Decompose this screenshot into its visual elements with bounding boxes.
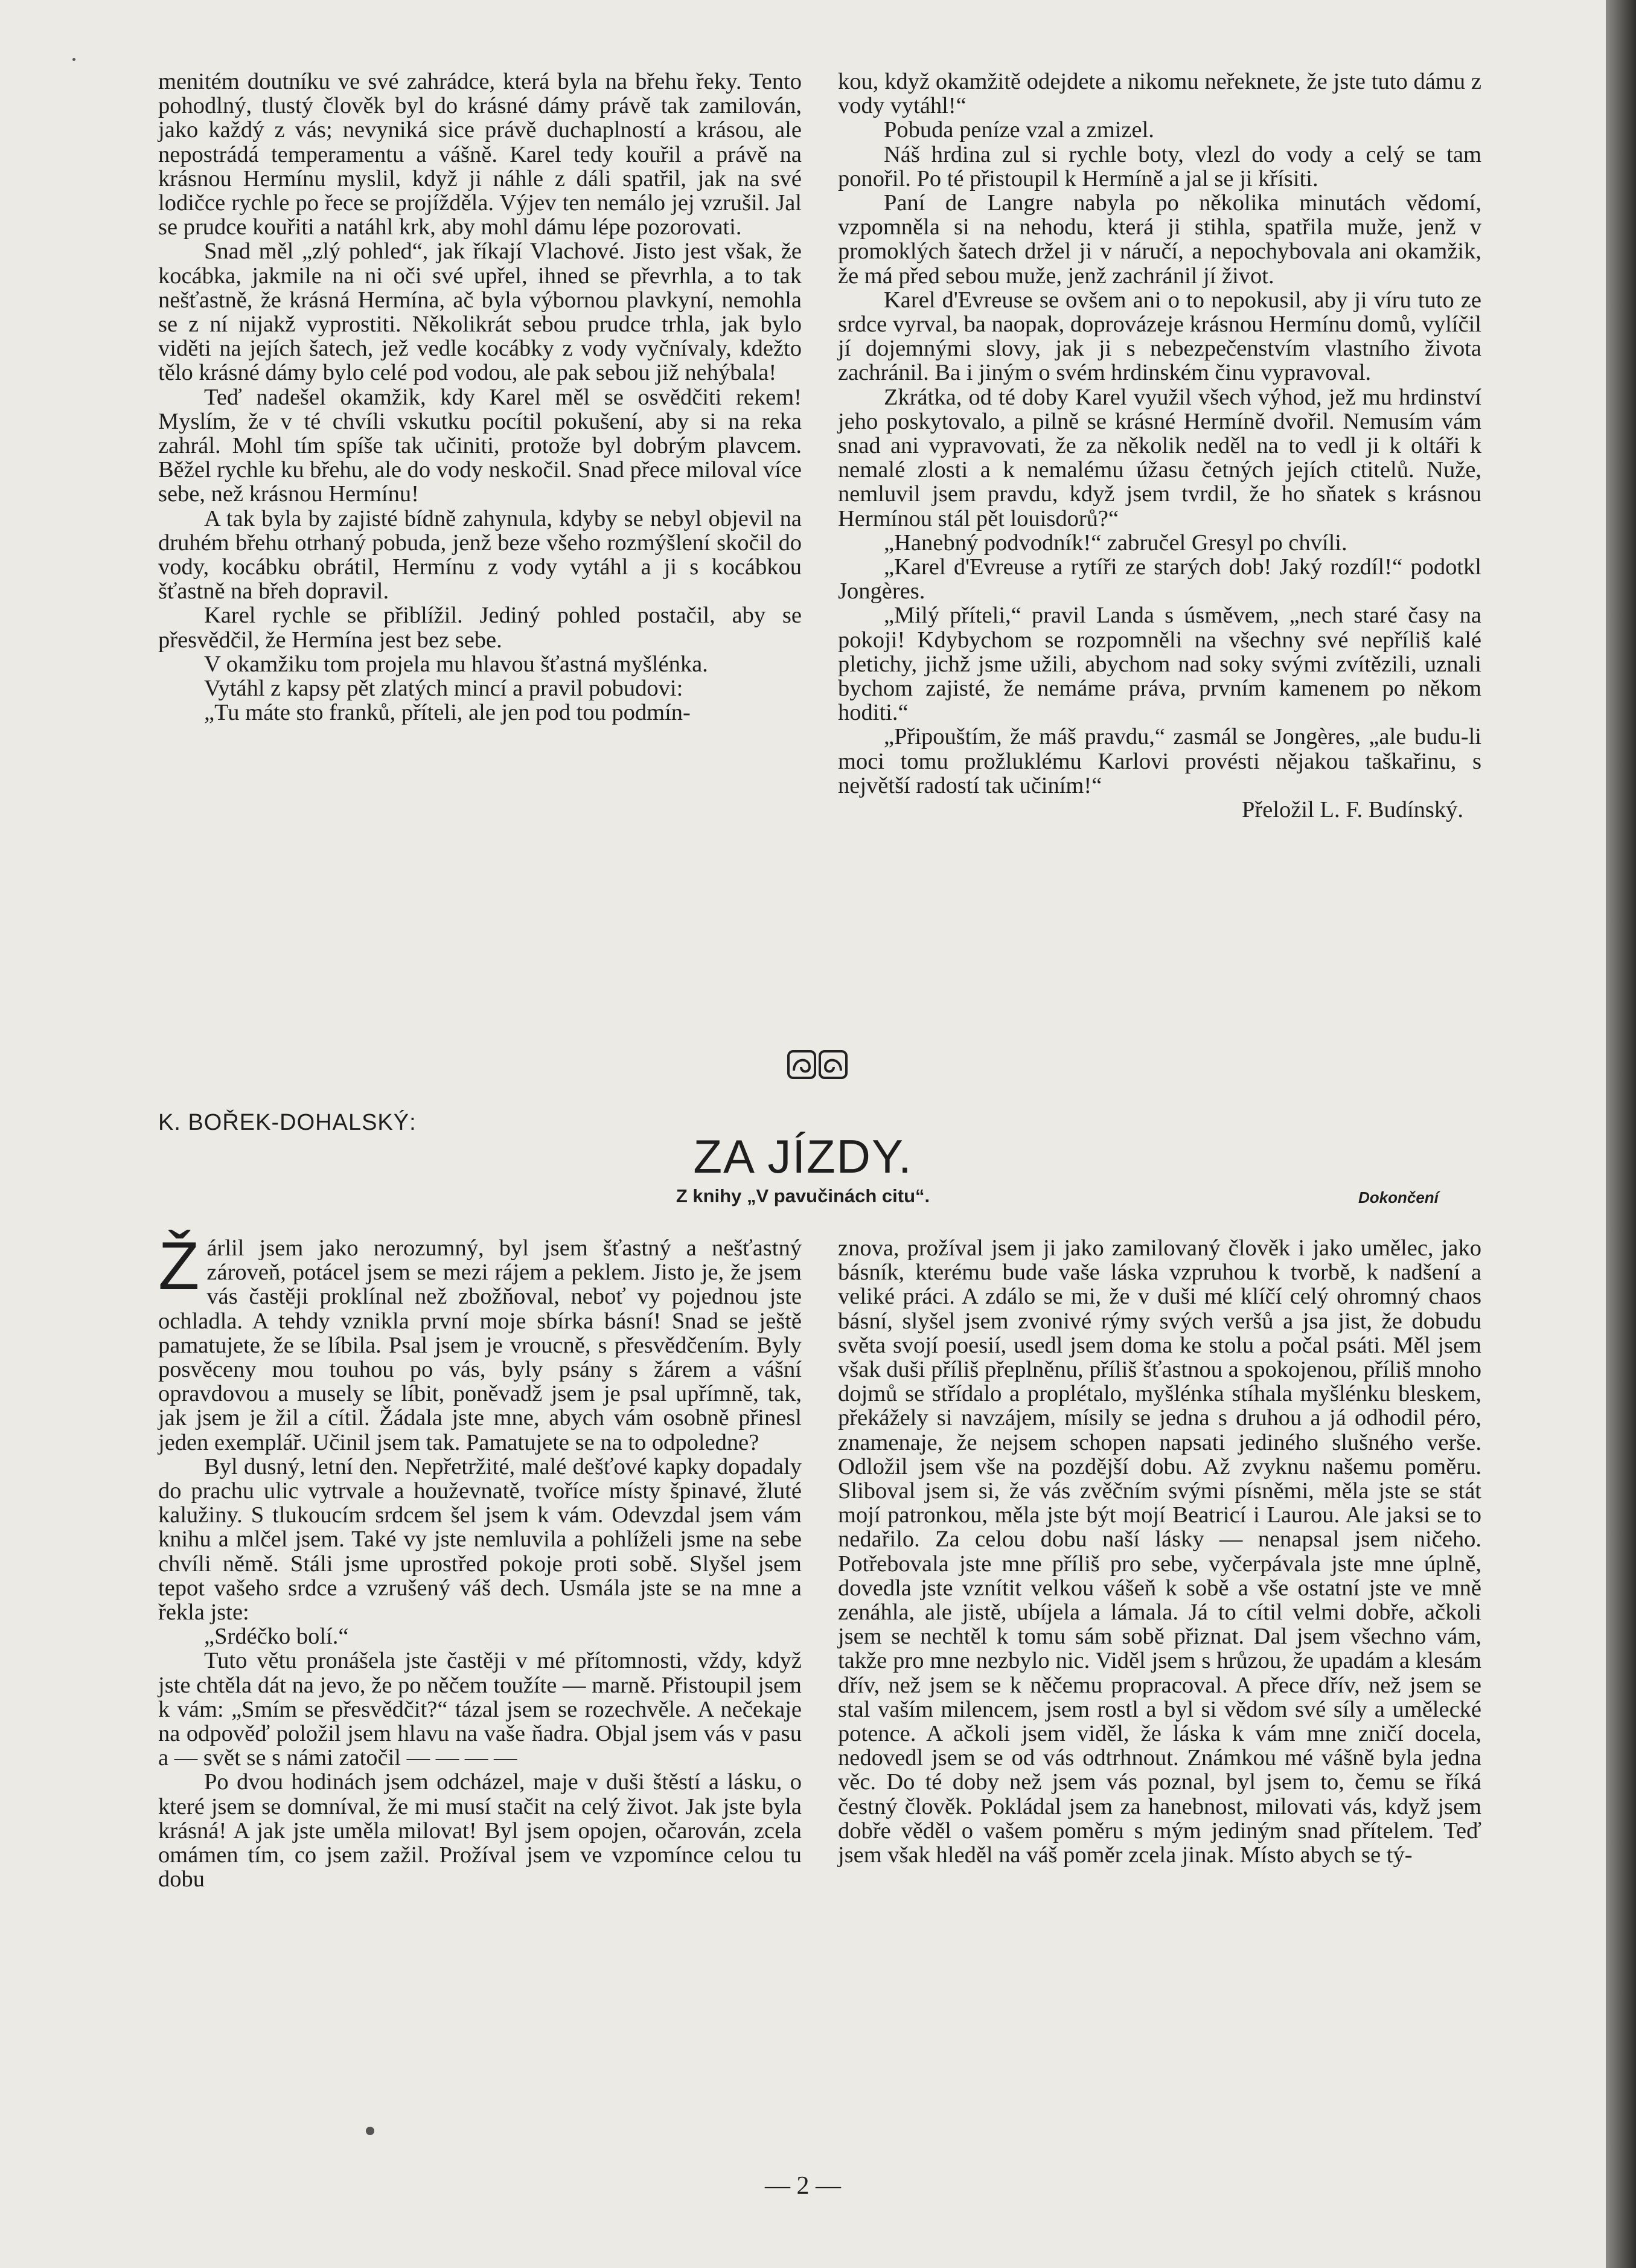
paragraph: Zkrátka, od té doby Karel využil všech výhod, jež mu hrdinství jeho poskytovalo, a pilně se krásné Hermíně dvořil. Nemusím vám snad ani vypravovati, že za několik neděl na to vedl ji k oltáři k nemalé zlosti a k nemalému úžasu četných jejích ctitelů. Nuže, nemluvil jsem pravdu, když jsem tvrdil, že ho sňatek s krásnou Hermínou stál pět louisdorů?“ [838,384,1481,531]
article-author: K. BOŘEK-DOHALSKÝ: [158,1110,417,1135]
paragraph: „Srdéčko bolí.“ [204,1624,349,1650]
section-ornament-icon [787,1049,848,1080]
article-left-column [158,1228,802,1892]
speck [366,2127,374,2135]
paragraph: A tak byla by zajisté bídně zahynula, kdyby se nebyl objevil na druhém břehu otrhaný pobuda, jenž beze všeho rozmýšlení skočil do vody, kocábku obrátil, Hermínu z vody vytáhl a ji s kocábkou šťastně na břeh dopravil. [158,505,802,604]
paragraph: Pobuda peníze vzal a zmizel. [884,117,1154,143]
paragraph: Náš hrdina zul si rychle boty, vlezl do vody a celý se tam ponořil. Po té přistoupil k Hermíně a jal se ji křísiti. [838,141,1481,191]
translator-signature: Přeložil L. F. Budínský. [1242,797,1463,823]
opening-text: árlil jsem jako nerozumný, byl jsem šťastný a nešťastný zároveň, potácel jsem se mezi rájem a peklem. Jisto je, že jsem vás častěji proklínal než zbožňoval, neboť vy pojednou jste ochladla. A tehdy vznikla první moje sbírka básní! Snad se ještě pamatujete, že se líbila. Psal jsem je vroucně, s přesvědčením. Byly posvěceny mou touhou po vás, byly psány s žárem a vášní opravdovou a musely se líbit, poněvadž jsem je psal upřímně, tak, jak jsem je žil a cítil. Žádala jste mne, abych vám osobně přinesl jeden exemplář. Učinil jsem tak. Pamatujete se na to odpoledne? [158,1235,802,1455]
paragraph: Po dvou hodinách jsem odcházel, maje v duši štěstí a lásku, o které jsem se domníval, že mi musí stačit na celý život. Jak jste byla krásná! A jak jste uměla milovat! Byl jsem opojen, očarován, zcela omámen tím, co jsem zažil. Prožíval jsem ve vzpomínce celou tu dobu [158,1769,802,1892]
drop-cap: Ž [158,1228,200,1304]
paragraph: „Milý příteli,“ pravil Landa s úsměvem, „nech staré časy na pokoji! Kdybychom se rozpomněli na všechny své nepříliš kalé pletichy, jichž jsme užili, abychom nad soky svými zvítězili, uznali bychom zajisté, že nemáme práva, prvním kamenem po někom hoditi.“ [838,603,1481,726]
paragraph: znova, prožíval jsem ji jako zamilovaný člověk i jako umělec, jako básník, kterému bude vaše láska vzpruhou k tvorbě, k nadšení a veliké práci. A zdálo se mi, že v duši mé klíčí celý ohromný chaos básní, slyšel jsem zvonivé rýmy svých veršů a jsa jist, že dobudu světa svojí poesií, usedl jsem doma ke stolu a počal psáti. Měl jsem však duši příliš přeplněnu, příliš šťastnou a spokojenou, příliš mnoho dojmů se střídalo a proplétalo, myšlénka stíhala myšlénku bleskem, překážely si navzájem, mísily se jedna s druhou a já odhodil péro, znamenaje, že nejsem schopen napsati jediného slušného verše. Odložil jsem vše na pozdější dobu. Až zvyknu našemu poměru. Sliboval jsem si, že vás zvěčním svými písněmi, měla jste se stát mojí patronkou, měla jste být mojí Beatricí i Laurou. Ale jaksi se to nedařilo. Za celou dobu naší lásky — nenapsal jsem ničeho. Potřebovala jste mne příliš pro sebe, vyčerpávala jste mne úplně, dovedla jste vznítit velkou vášeň k sobě a vše ostatní jste ve mně zenáhla, ale jistě, ubíjela a lámala. Já to cítil velmi dobře, ačkoli jsem se nechtěl k tomu sám sobě přiznat. Dal jsem všechno vám, takže pro mne nezbylo nic. Viděl jsem s hrůzou, že upadám a klesám dřív, než jsem se k něčemu propracoval. A přece dřív, než jsem se stal vaším milencem, jsem rostl a byl si vědom své síly a umělecké potence. A ačkoli jsem viděl, že láska k vám mne zničí docela, nedovedl jsem se od vás odtrhnout. Známkou mé vášně byla jedna věc. Do té doby než jsem vás poznal, byl jsem to, čemu se říká čestný člověk. Pokládal jsem za hanebnost, milovati vás, když jsem dobře věděl o vašem poměru s mým jediným snad přítelem. Teď jsem však hleděl na váš poměr zcela jinak. Místo abych se tý- [838,1235,1481,1868]
paragraph: Teď nadešel okamžik, kdy Karel měl se osvědčiti rekem! Myslím, že v té chvíli vskutku pocítil pokušení, aby si na reka zahrál. Mohl tím spíše tak učiniti, protože byl dobrým plavcem. Běžel rychle ku břehu, ale do vody neskočil. Snad přece miloval více sebe, než krásnou Hermínu! [158,384,802,507]
page-edge-shadow [1606,0,1636,2268]
continued-label: Dokončení [1358,1188,1439,1206]
speck [72,58,75,61]
top-right-column [838,69,1481,822]
paragraph: Snad měl „zlý pohled“, jak říkají Vlachové. Jisto jest však, že kocábka, jakmile na ni oči své upřel, ihned se převrhla, a to tak nešťastně, že krásná Hermína, ač byla výbornou plavkyní, nemohla se z ní nijakž vyprostiti. Několikrát sebou prudce trhla, jak bylo viděti na jejích šatech, jež vedle kocábky z vody vyčnívaly, kdežto tělo krásné dámy bylo celé pod vodou, ale pak sebou již nehýbala! [158,239,802,386]
paragraph: Karel rychle se přiblížil. Jediný pohled postačil, aby se přesvědčil, že Hermína jest bez sebe. [158,603,802,653]
paragraph: Vytáhl z kapsy pět zlatých mincí a pravil pobudovi: [204,676,683,702]
article-subtitle: Z knihy „V pavučinách citu“. [676,1185,930,1206]
paragraph: „Karel d'Evreuse a rytíři ze starých dob! Jaký rozdíl!“ podotkl Jongères. [838,554,1481,604]
top-left-column [158,69,802,725]
opening-paragraph [158,1228,802,1455]
article-title: ZA JÍZDY. [693,1130,913,1183]
paragraph: „Připouštím, že máš pravdu,“ zasmál se Jongères, „ale budu-li moci tomu prožluklému Karlovi provésti nějakou taškařinu, s největší radostí tak učiním!“ [838,724,1481,798]
paragraph: menitém doutníku ve své zahrádce, která byla na břehu řeky. Tento pohodlný, tlustý člověk byl do krásné dámy právě tak zamilován, jako každý z vás; nevyniká sice právě duchaplností a krásou, ale nepostrádá temperamentu a vášně. Karel tedy kouřil a právě na krásnou Hermínu myslil, když ji náhle z dáli spatřil, jak na své lodičce rychle po řece se projížděla. Výjev ten nemálo jej vzrušil. Jal se prudce kouřiti a natáhl krk, aby mohl dámu lépe pozorovati. [158,69,802,240]
paragraph: „Hanebný podvodník!“ zabručel Gresyl po chvíli. [884,530,1347,556]
paragraph: Byl dusný, letní den. Nepřetržité, malé dešťové kapky dopadaly do prachu ulic vytrvale a houževnatě, tvoříce místy špinavé, žluté kalužiny. S tlukoucím srdcem šel jsem k vám. Odevzdal jsem vám knihu a mlčel jsem. Také vy jste nemluvila a pohlíželi jsme na sebe chvíli němě. Stáli jsme uprostřed pokoje proti sobě. Slyšel jsem tepot vašeho srdce a vzrušený váš dech. Usmála jste se na mne a řekla jste: [158,1453,802,1626]
paragraph: V okamžiku tom projela mu hlavou šťastná myšlénka. [204,651,708,677]
paragraph: kou, když okamžitě odejdete a nikomu neřeknete, že jste tuto dámu z vody vytáhl!“ [838,69,1481,119]
paragraph: Paní de Langre nabyla po několika minutách vědomí, vzpomněla si na nehodu, která ji stihla, spatřila muže, jenž v promoklých šatech držel ji v náručí, a nepochybovala ani okamžik, že má před sebou muže, jenž zachránil jí život. [838,190,1481,289]
paragraph: „Tu máte sto franků, příteli, ale jen pod tou podmín- [204,700,691,726]
paragraph: Karel d'Evreuse se ovšem ani o to nepokusil, aby ji víru tuto ze srdce vyrval, ba naopak, doprovázeje krásnou Hermínu domů, vylíčil jí dojemnými slovy, jak ji s nebezpečenstvím vlastního života zachránil. Ba i jiným o svém hrdinském činu vypravoval. [838,287,1481,386]
page-number: — 2 — [765,2172,841,2200]
article-right-column [838,1236,1481,1867]
paragraph: Tuto větu pronášela jste častěji v mé přítomnosti, vždy, když jste chtěla dát na jevo, že po něčem toužíte — marně. Přistoupil jsem k vám: „Smím se přesvědčit?“ tázal jsem se rozechvěle. A nečekaje na odpověď položil jsem hlavu na vaše ňadra. Objal jsem vás v pasu a — svět se s námi zatočil — — — — [158,1648,802,1771]
